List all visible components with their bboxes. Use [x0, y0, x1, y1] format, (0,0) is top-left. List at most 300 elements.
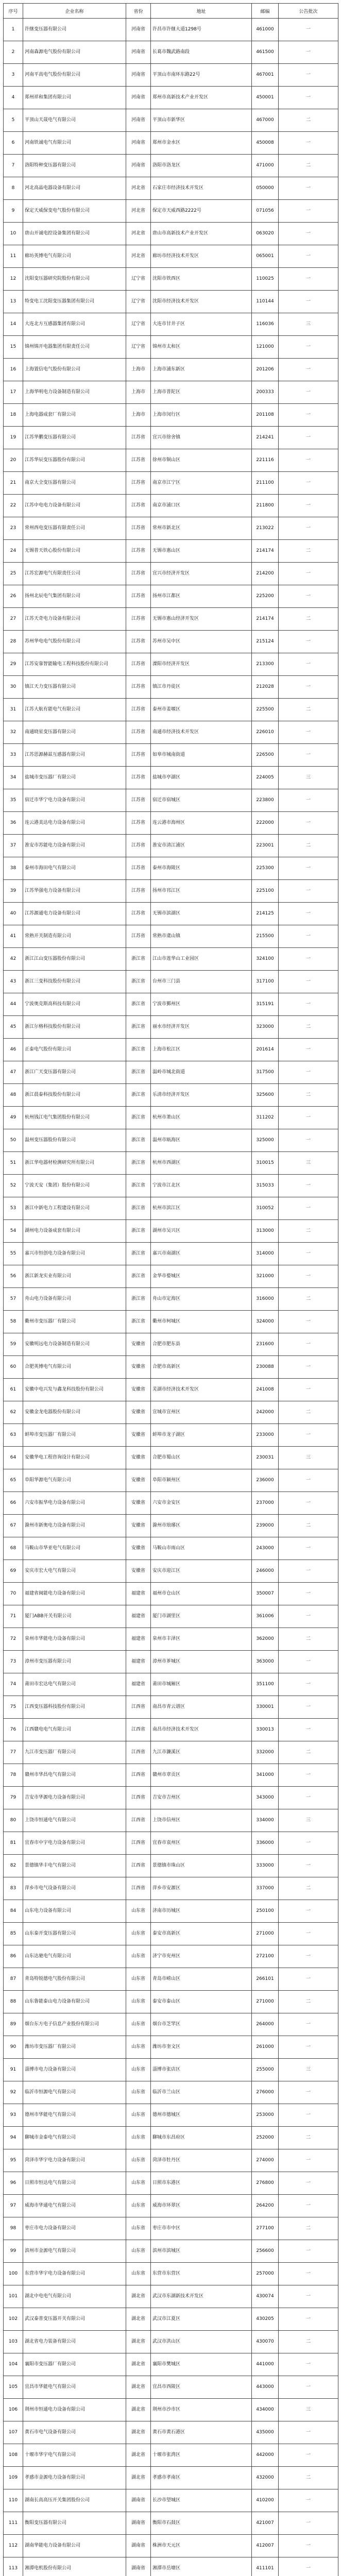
cell-province: 湖南省	[126, 2489, 151, 2512]
cell-province: 江苏省	[126, 903, 151, 925]
cell-province: 江西省	[126, 1764, 151, 1787]
cell-company-name: 黄石市电气设备有限公司	[23, 2421, 126, 2444]
cell-company-name: 淄博市电力设备有限公司	[23, 2059, 126, 2081]
cell-address: 湘潭市岳塘区	[151, 2557, 252, 2576]
cell-address: 蚌埠市龙子湖区	[151, 1424, 252, 1447]
cell-postcode: 264200	[252, 2195, 279, 2217]
cell-index: 82	[4, 1855, 23, 1877]
cell-province: 安徽省	[126, 1356, 151, 1379]
table-row	[4, 925, 338, 948]
cell-index: 30	[4, 676, 23, 699]
cell-address: 南京市浦口区	[151, 495, 252, 517]
table-row	[4, 1923, 338, 1945]
table-header-row	[4, 4, 338, 19]
cell-company-name: 常熟开关制造有限公司	[23, 925, 126, 948]
cell-company-name: 山东泰开变压器有限公司	[23, 1923, 126, 1945]
cell-address: 常州市新北区	[151, 517, 252, 540]
cell-index: 29	[4, 653, 23, 676]
cell-address: 丽水市经济开发区	[151, 1016, 252, 1039]
cell-province: 浙江省	[126, 1039, 151, 1061]
cell-company-name: 十堰市华宇电气有限公司	[23, 2444, 126, 2467]
cell-province: 安徽省	[126, 1537, 151, 1560]
cell-postcode: 311202	[252, 1107, 279, 1129]
cell-address: 洛阳市洛龙区	[151, 155, 252, 177]
cell-index: 15	[4, 336, 23, 359]
cell-postcode: 441000	[252, 2353, 279, 2376]
cell-address: 台州市三门县	[151, 971, 252, 993]
cell-postcode: 214200	[252, 563, 279, 585]
table-row	[4, 903, 338, 925]
cell-batch: 一	[279, 1696, 338, 1719]
table-row	[4, 812, 338, 835]
cell-province: 山东省	[126, 2149, 151, 2172]
cell-batch: 一	[279, 2489, 338, 2512]
cell-postcode: 325000	[252, 1129, 279, 1152]
table-row	[4, 563, 338, 585]
cell-province: 浙江省	[126, 971, 151, 993]
cell-company-name: 青岛特锐德电气股份有限公司	[23, 1968, 126, 1991]
cell-address: 南京市江宁区	[151, 472, 252, 495]
cell-index: 65	[4, 1469, 23, 1492]
cell-province: 浙江省	[126, 1016, 151, 1039]
cell-index: 14	[4, 313, 23, 336]
cell-province: 辽宁省	[126, 336, 151, 359]
cell-index: 50	[4, 1129, 23, 1152]
table-row	[4, 1832, 338, 1855]
cell-batch: 三	[279, 2059, 338, 2081]
cell-address: 无锡市惠山区	[151, 540, 252, 563]
table-row	[4, 2263, 338, 2285]
table-row	[4, 1447, 338, 1469]
cell-address: 宁波市江北区	[151, 1175, 252, 1197]
cell-index: 76	[4, 1719, 23, 1741]
cell-postcode: 276800	[252, 2172, 279, 2195]
cell-province: 湖北省	[126, 2444, 151, 2467]
cell-company-name: 湖北省电力装备有限公司	[23, 2331, 126, 2353]
cell-address: 景德镇市珠山区	[151, 1855, 252, 1877]
cell-postcode: 430205	[252, 2308, 279, 2331]
cell-address: 江山市莲华山工业园区	[151, 948, 252, 971]
cell-postcode: 255000	[252, 2059, 279, 2081]
cell-province: 江苏省	[126, 585, 151, 608]
cell-address: 合肥市肥东县	[151, 1333, 252, 1356]
cell-company-name: 温州变压器股份有限公司	[23, 1129, 126, 1152]
cell-batch: 二	[279, 699, 338, 721]
cell-batch: 一	[279, 245, 338, 268]
cell-index: 5	[4, 109, 23, 132]
cell-province: 湖北省	[126, 2421, 151, 2444]
cell-province: 江苏省	[126, 517, 151, 540]
cell-index: 73	[4, 1651, 23, 1673]
cell-postcode: 225100	[252, 880, 279, 903]
table-row	[4, 971, 338, 993]
cell-address: 合肥市蜀山区	[151, 1447, 252, 1469]
cell-index: 27	[4, 608, 23, 631]
cell-batch: 一	[279, 721, 338, 744]
cell-batch: 一	[279, 2172, 338, 2195]
cell-index: 78	[4, 1764, 23, 1787]
cell-batch: 一	[279, 1900, 338, 1923]
cell-batch: 三	[279, 1447, 338, 1469]
cell-batch: 二	[279, 1877, 338, 1900]
cell-postcode: 225500	[252, 699, 279, 721]
cell-address: 长葛市魏武路南段	[151, 41, 252, 64]
cell-province: 河南省	[126, 41, 151, 64]
table-row	[4, 1877, 338, 1900]
table-row	[4, 1311, 338, 1333]
cell-company-name: 嘉兴市恒创电力设备有限公司	[23, 1243, 126, 1265]
table-row	[4, 1220, 338, 1243]
cell-province: 河北省	[126, 177, 151, 200]
cell-postcode: 230031	[252, 1447, 279, 1469]
cell-province: 山东省	[126, 2059, 151, 2081]
header-province: 省份	[126, 4, 151, 19]
cell-postcode: 442000	[252, 2444, 279, 2467]
cell-province: 浙江省	[126, 1129, 151, 1152]
table-row	[4, 177, 338, 200]
cell-address: 漳州市芗城区	[151, 1651, 252, 1673]
cell-batch: 一	[279, 676, 338, 699]
cell-address: 扬州市江都区	[151, 585, 252, 608]
cell-index: 98	[4, 2217, 23, 2240]
cell-province: 江苏省	[126, 925, 151, 948]
cell-index: 69	[4, 1560, 23, 1583]
cell-postcode: 237000	[252, 1492, 279, 1515]
table-row	[4, 2467, 338, 2489]
cell-index: 6	[4, 132, 23, 155]
cell-province: 浙江省	[126, 948, 151, 971]
cell-address: 黄石市黄石港区	[151, 2421, 252, 2444]
cell-postcode: 330001	[252, 1696, 279, 1719]
cell-province: 安徽省	[126, 1401, 151, 1424]
cell-postcode: 221116	[252, 449, 279, 472]
cell-batch: 二	[279, 1741, 338, 1764]
cell-address: 郑州市高新技术产业开发区	[151, 87, 252, 109]
cell-index: 24	[4, 540, 23, 563]
cell-index: 52	[4, 1175, 23, 1197]
cell-company-name: 宜春市中宇电力设备有限公司	[23, 1832, 126, 1855]
cell-batch: 二	[279, 608, 338, 631]
cell-company-name: 烟台东方电子信息产业股份有限公司	[23, 2013, 126, 2036]
table-row	[4, 1016, 338, 1039]
cell-province: 江西省	[126, 1855, 151, 1877]
cell-batch: 一	[279, 631, 338, 653]
cell-batch: 一	[279, 1107, 338, 1129]
cell-company-name: 浙江华电器材检测研究所有限公司	[23, 1152, 126, 1175]
cell-batch: 三	[279, 767, 338, 789]
cell-province: 江西省	[126, 1719, 151, 1741]
cell-province: 安徽省	[126, 1515, 151, 1537]
cell-index: 100	[4, 2263, 23, 2285]
cell-index: 13	[4, 291, 23, 313]
cell-postcode: 461000	[252, 19, 279, 41]
table-row	[4, 2059, 338, 2081]
cell-address: 平顶山市南环东路22号	[151, 64, 252, 87]
cell-index: 70	[4, 1583, 23, 1605]
cell-address: 宿迁市宿城区	[151, 789, 252, 812]
table-row	[4, 495, 338, 517]
table-row	[4, 2240, 338, 2263]
table-row	[4, 1424, 338, 1447]
cell-company-name: 滁州市新奥电力设备有限公司	[23, 1515, 126, 1537]
cell-address: 厦门市湖里区	[151, 1605, 252, 1628]
cell-address: 泰州市姜堰区	[151, 699, 252, 721]
cell-batch: 一	[279, 200, 338, 223]
cell-province: 江苏省	[126, 472, 151, 495]
cell-province: 河北省	[126, 245, 151, 268]
cell-address: 泰州市海陵区	[151, 857, 252, 880]
cell-postcode: 257000	[252, 2263, 279, 2285]
cell-company-name: 宁波天安（集团）股份有限公司	[23, 1175, 126, 1197]
table-row	[4, 767, 338, 789]
cell-postcode: 272100	[252, 1945, 279, 1968]
cell-postcode: 231600	[252, 1333, 279, 1356]
cell-company-name: 宁波奥克斯高科技有限公司	[23, 993, 126, 1016]
table-row	[4, 1945, 338, 1968]
cell-index: 94	[4, 2127, 23, 2149]
cell-postcode: 363000	[252, 1651, 279, 1673]
cell-postcode: 239000	[252, 1515, 279, 1537]
cell-index: 58	[4, 1311, 23, 1333]
cell-index: 28	[4, 631, 23, 653]
cell-postcode: 223001	[252, 835, 279, 857]
cell-postcode: 341000	[252, 1764, 279, 1787]
table-row	[4, 1152, 338, 1175]
cell-company-name: 泉州市华能电力设备有限公司	[23, 1628, 126, 1651]
cell-batch: 一	[279, 948, 338, 971]
cell-company-name: 德州市华能电气有限公司	[23, 2104, 126, 2127]
cell-province: 浙江省	[126, 1288, 151, 1311]
cell-postcode: 226010	[252, 721, 279, 744]
cell-address: 枣庄市市中区	[151, 2217, 252, 2240]
cell-province: 湖北省	[126, 2376, 151, 2399]
cell-index: 79	[4, 1787, 23, 1809]
cell-address: 嘉兴市南湖区	[151, 1243, 252, 1265]
table-row	[4, 1333, 338, 1356]
table-row	[4, 1129, 338, 1152]
cell-index: 102	[4, 2308, 23, 2331]
cell-batch: 一	[279, 903, 338, 925]
cell-index: 46	[4, 1039, 23, 1061]
cell-province: 山东省	[126, 1923, 151, 1945]
cell-batch: 一	[279, 291, 338, 313]
cell-batch: 一	[279, 880, 338, 903]
cell-address: 福州市仓山区	[151, 1583, 252, 1605]
cell-index: 36	[4, 812, 23, 835]
cell-index: 57	[4, 1288, 23, 1311]
cell-company-name: 山东鲁能泰山电力设备有限公司	[23, 1991, 126, 2013]
cell-company-name: 盐城市变压器厂有限公司	[23, 767, 126, 789]
cell-company-name: 大连北方互感器集团有限公司	[23, 313, 126, 336]
table-row	[4, 1084, 338, 1107]
table-row	[4, 993, 338, 1016]
cell-company-name: 安徽中电兴发与鑫龙科技股份有限公司	[23, 1379, 126, 1401]
cell-province: 浙江省	[126, 1197, 151, 1220]
cell-index: 59	[4, 1333, 23, 1356]
cell-company-name: 安徽明远电力设备制造有限公司	[23, 1333, 126, 1356]
cell-batch: 一	[279, 2149, 338, 2172]
cell-province: 湖南省	[126, 2512, 151, 2535]
cell-postcode: 333000	[252, 1855, 279, 1877]
table-row	[4, 2376, 338, 2399]
cell-batch: 一	[279, 1333, 338, 1356]
cell-index: 64	[4, 1447, 23, 1469]
cell-company-name: 菏泽市华宇电力设备有限公司	[23, 2149, 126, 2172]
cell-index: 2	[4, 41, 23, 64]
table-row	[4, 789, 338, 812]
cell-address: 金华市婺城区	[151, 1265, 252, 1288]
cell-postcode: 226500	[252, 744, 279, 767]
cell-address: 聊城市东昌府区	[151, 2127, 252, 2149]
cell-company-name: 萍乡市电气设备有限公司	[23, 1877, 126, 1900]
cell-batch: 一	[279, 2308, 338, 2331]
cell-postcode: 361006	[252, 1605, 279, 1628]
cell-batch: 三	[279, 1809, 338, 1832]
cell-index: 47	[4, 1061, 23, 1084]
cell-province: 浙江省	[126, 1265, 151, 1288]
cell-postcode: 430070	[252, 2331, 279, 2353]
cell-address: 威海市环翠区	[151, 2195, 252, 2217]
cell-address: 吉安市吉州区	[151, 1787, 252, 1809]
cell-postcode: 330013	[252, 1719, 279, 1741]
cell-company-name: 湖北中电电气有限公司	[23, 2285, 126, 2308]
cell-postcode: 314000	[252, 1243, 279, 1265]
cell-address: 滁州市琅琊区	[151, 1515, 252, 1537]
cell-address: 郑州市金水区	[151, 132, 252, 155]
enterprise-table	[3, 3, 338, 2576]
table-body	[4, 19, 338, 2576]
cell-postcode: 246000	[252, 1560, 279, 1583]
table-row	[4, 1764, 338, 1787]
cell-batch: 二	[279, 2467, 338, 2489]
cell-batch: 一	[279, 449, 338, 472]
cell-address: 滨州市滨城区	[151, 2240, 252, 2263]
header-company-name: 企业名称	[23, 4, 126, 19]
cell-province: 河北省	[126, 223, 151, 245]
cell-postcode: 324000	[252, 1311, 279, 1333]
cell-province: 浙江省	[126, 1311, 151, 1333]
cell-batch: 一	[279, 812, 338, 835]
cell-batch: 三	[279, 313, 338, 336]
cell-batch: 一	[279, 1923, 338, 1945]
cell-company-name: 浙江广天变压器有限公司	[23, 1061, 126, 1084]
cell-postcode: 334000	[252, 1809, 279, 1832]
cell-index: 61	[4, 1379, 23, 1401]
table-row	[4, 2308, 338, 2331]
table-row	[4, 2399, 338, 2421]
table-row	[4, 1560, 338, 1583]
table-row	[4, 1379, 338, 1401]
cell-company-name: 景德镇华丰电气有限公司	[23, 1855, 126, 1877]
cell-address: 武汉市洪山区	[151, 2331, 252, 2353]
cell-index: 83	[4, 1877, 23, 1900]
cell-index: 96	[4, 2172, 23, 2195]
table-row	[4, 1583, 338, 1605]
table-row	[4, 1809, 338, 1832]
cell-batch: 一	[279, 1537, 338, 1560]
cell-index: 84	[4, 1900, 23, 1923]
cell-province: 江苏省	[126, 857, 151, 880]
cell-province: 安徽省	[126, 1424, 151, 1447]
cell-index: 95	[4, 2149, 23, 2172]
cell-address: 武汉市江夏区	[151, 2308, 252, 2331]
cell-address: 苏州市吴中区	[151, 631, 252, 653]
cell-batch: 一	[279, 653, 338, 676]
cell-address: 上海市浦东新区	[151, 359, 252, 381]
table-row	[4, 608, 338, 631]
cell-batch: 一	[279, 427, 338, 449]
cell-company-name: 江苏中电电力设备有限公司	[23, 495, 126, 517]
cell-address: 潍坊市奎文区	[151, 2036, 252, 2059]
cell-batch: 二	[279, 1084, 338, 1107]
table-row	[4, 880, 338, 903]
cell-address: 泰安市泰山区	[151, 1991, 252, 2013]
cell-province: 安徽省	[126, 1379, 151, 1401]
cell-index: 71	[4, 1605, 23, 1628]
cell-address: 武汉市东湖新技术开发区	[151, 2285, 252, 2308]
cell-company-name: 蚌埠市变压器厂有限公司	[23, 1424, 126, 1447]
cell-postcode: 467000	[252, 109, 279, 132]
table-row	[4, 1968, 338, 1991]
cell-address: 济宁市兖州区	[151, 1945, 252, 1968]
cell-company-name: 无锡普天铁心股份有限公司	[23, 540, 126, 563]
cell-company-name: 枣庄市电力设备有限公司	[23, 2217, 126, 2240]
cell-batch: 二	[279, 1016, 338, 1039]
cell-postcode: 271000	[252, 1923, 279, 1945]
cell-address: 乐清市经济开发区	[151, 1084, 252, 1107]
cell-postcode: 350007	[252, 1583, 279, 1605]
cell-postcode: 324100	[252, 948, 279, 971]
cell-company-name: 漳州市变压器有限公司	[23, 1651, 126, 1673]
cell-province: 浙江省	[126, 1175, 151, 1197]
cell-address: 大连市甘井子区	[151, 313, 252, 336]
cell-address: 上海市普陀区	[151, 381, 252, 404]
cell-company-name: 江苏华鹏变压器有限公司	[23, 427, 126, 449]
cell-index: 106	[4, 2399, 23, 2421]
cell-index: 25	[4, 563, 23, 585]
cell-postcode: 230088	[252, 1356, 279, 1379]
cell-postcode: 256600	[252, 2240, 279, 2263]
cell-batch: 一	[279, 177, 338, 200]
cell-index: 42	[4, 948, 23, 971]
cell-company-name: 上海置信电气股份有限公司	[23, 359, 126, 381]
cell-batch: 一	[279, 2013, 338, 2036]
cell-postcode: 315191	[252, 993, 279, 1016]
cell-company-name: 衡阳变压器有限公司	[23, 2512, 126, 2535]
table-row	[4, 2353, 338, 2376]
cell-batch: 一	[279, 585, 338, 608]
cell-index: 80	[4, 1809, 23, 1832]
cell-postcode: 213300	[252, 653, 279, 676]
table-row	[4, 2036, 338, 2059]
cell-index: 34	[4, 767, 23, 789]
cell-postcode: 110144	[252, 291, 279, 313]
cell-address: 宜春市袁州区	[151, 1832, 252, 1855]
cell-batch: 一	[279, 1129, 338, 1152]
cell-index: 109	[4, 2467, 23, 2489]
cell-province: 江西省	[126, 1832, 151, 1855]
cell-index: 17	[4, 381, 23, 404]
cell-batch: 一	[279, 2444, 338, 2467]
cell-postcode: 351100	[252, 1673, 279, 1696]
cell-address: 常熟市虞山镇	[151, 925, 252, 948]
cell-company-name: 杭州钱江电气集团股份有限公司	[23, 1107, 126, 1129]
cell-address: 唐山市高新技术产业开发区	[151, 223, 252, 245]
cell-batch: 一	[279, 1673, 338, 1696]
cell-batch: 二	[279, 835, 338, 857]
cell-company-name: 江苏安靠智能输电工程科技股份有限公司	[23, 653, 126, 676]
table-row	[4, 1401, 338, 1424]
